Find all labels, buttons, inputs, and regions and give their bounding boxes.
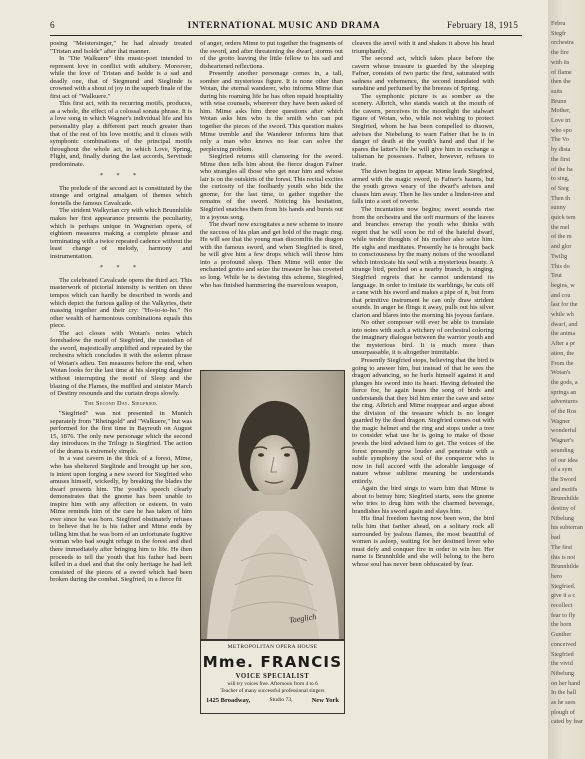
- header-rule: [50, 35, 522, 36]
- advertisement-mme-francis: [200, 640, 345, 714]
- article-column-2: [200, 40, 343, 370]
- paragraph: The second act, which takes place before the cavern whose treasure is guarded by the sleeping Fafner, consists of two parts: the first, saturated with sadness and vehemence, the second inundated with sunshine and perfumed by the breezes of Spring.: [352, 55, 494, 93]
- next-page-text-fragment: give it a c: [551, 592, 576, 600]
- paragraph: The celebrated Cavalcade opens the third act. This masterwork of pictorial intensity is written on three tempos which can hardly be described in words and which depict the furious gallop of the Valkyries, their massing together and their cry: "Ho-io-to-ho." No other wealth of harmonious combinations equals this piece.: [50, 276, 192, 330]
- next-page-text-fragment: fear to fly: [551, 611, 576, 619]
- section-divider: * * *: [100, 265, 142, 272]
- next-page-text-fragment: destiny of: [551, 505, 576, 512]
- paragraph: Presently Siegfried stops, believing that the bird is going to answer him, but instead of that he sees the dragon advancing, so he hurls himself against it and plunges his sword into its heart. Having defeated the fierce foe, he again hears the song of birds and understands that they bid him enter the cave and seize the ring. Albrich and Mime reappear and argue about the division of the treasure which is no longer guarded by the dead dragon. Siegfried comes out with the magic helmet and the ring and stops under a tree to consider what use he is going to make of those jewels the bird advised him to get. The voices of the forest presently grow louder and penetrate with a subtle symphony the soul of the conqueror who is now in full accord with the adorable language of nature whose sublime meaning he understands entirely.: [352, 356, 494, 485]
- ad-line: will try voices free. Afternoon from 4 to 6: [227, 681, 318, 687]
- next-page-text-fragment: Teut: [551, 272, 562, 280]
- next-page-text-fragment: sounding: [551, 446, 574, 454]
- paragraph: The dawn begins to appear. Mime leads Siegfried, armed with the magic sword, to Fafner's haunts, but the youth grows weary of the dwarf's advises and chases him away. Then he lies under a linden-tree and falls into a sort of reverie.: [352, 168, 494, 206]
- publication-title: INTERNATIONAL MUSIC AND DRAMA: [187, 20, 381, 30]
- article-column-3: [352, 40, 494, 752]
- next-page-text-fragment: ation, the: [551, 349, 575, 357]
- next-page-text-fragment: Mother,: [551, 107, 571, 115]
- next-page-text-fragment: as he sees: [551, 699, 576, 706]
- paragraph: This first act, with its recurring motifs, produces, as a whole, the effect of a colossal sonata phrase. It is a love song in which Wagner's individual life and his personality play a different part much greater than that of the rest of his love motifs; and it closes with symphonic combinations of the principal motifs throughout the whole act, in which Love, Spring, Flight, and, finally during the last accords, Servitude predominate.: [50, 100, 192, 168]
- next-page-text-fragment: with its: [551, 58, 570, 66]
- article-column-1: [50, 40, 192, 752]
- next-page-text-fragment: conceived: [551, 640, 577, 648]
- next-page-text-fragment: Nibelung: [551, 514, 575, 522]
- paragraph: of anger, orders Mime to put together the fragments of the sword, and after threatening the dwarf, storms out of the grotto leaving the little fellow to his sad and disheartened reflections.: [200, 40, 343, 70]
- next-page-text-fragment: of the Ros: [551, 408, 577, 415]
- next-page-text-fragment: Gunther: [551, 631, 572, 639]
- next-page-text-fragment: the anima: [551, 330, 576, 338]
- next-page-text-fragment: this is not: [551, 553, 576, 561]
- next-page-text-fragment: by dista: [551, 146, 571, 154]
- next-page-text-fragment: of Sieg: [551, 184, 569, 192]
- paragraph: The dwarf now excogitates a new scheme to insure the success of his plan and get hold of the magic ring. He will see that the young man discomfits the dragon with the famous sword, and when Siegfried is tired, he will give him a few drops which will throw him into a profound sleep. Then Mime will enter the enchanted grotto and seize the treasure he has coveted so long. While he is devising this scheme, Siegfried, who has finished hammering the marvelous weapon,: [200, 221, 343, 289]
- paragraph: Again the bird sings to warn him that Mime is about to betray him; Siegfried starts, sees the gnome who tries to drug him with the charmed beverage, brandishes his sword again and slays him.: [352, 485, 494, 515]
- next-page-text-fragment: quick tem: [551, 214, 576, 221]
- paragraph: The incantation now begins; sweet sounds rise from the orchestra and the soft murmurs of the leaves and branches enwrap the youth who thinks with regret that he will soon be rid of the hateful dwarf, while tender thoughts of his mother also seize him. He sighs and meditates. Presently he is brought back to consciousness by the many noises of the woodland which intoxicate his soul with a mysterious beauty. A strange bird, perched on a nearby branch, is singing. Siegfried regrets that he cannot understand its language. In order to imitate its warblings, he cuts off a cane with his sword and makes a pipe of it, but from that primitive instrument he can only draw strident sounds. In anger he flings it away, pulls out his silver clarion and blares into the morning his joyous fanfare.: [352, 206, 494, 319]
- paragraph: In a vast cavern in the thick of a forest, Mime, who has sheltered Sieglinde and brought up her son, is intent upon forging a new sword for Siegfried who amuses himself, wickedly, by breaking the blades the dwarf presents him. The youth's speech clearly demonstrates that the gnome has been unable to inspire him with any affection or esteem. In vain Mime reminds him of the care he has taken of him ever since he was born. Siegfried obstinately refuses to believe that he is his father and Mime ends by telling him that he was born of an unfortunate fugitive woman who had sought refuge in the forest and died there immediately after bringing him to life. He then proceeds to tell the youth that his father had been killed in a duel and that the only heritage he had left consisted of the pieces of a sword which had been broken during the combat. Siegfried, in a fierce fit: [50, 455, 192, 584]
- next-page-text-fragment: and motifs: [551, 485, 578, 493]
- next-page-text-fragment: Then th: [551, 194, 571, 202]
- next-page-text-fragment: Brunnhilde: [551, 563, 579, 571]
- next-page-text-fragment: hero: [551, 572, 562, 580]
- paragraph: The symphonic picture is as somber as the scenery. Albrich, who stands watch at the mouth of the cavern, perceives in the moonlight the stalwart figure of Wotan, who, while not wishing to protect Siegfried, whom he has been compelled to disown, advises the Niebelung to warn Fafner that he is in danger of death at the youth's hand and that if he spares the latter's life he will give him in exchange a talisman he possesses. Fafner, however, refuses to trade.: [352, 92, 494, 168]
- next-page-text-fragment: This do: [551, 262, 570, 270]
- next-page-text-fragment: begins, w: [551, 281, 575, 289]
- ad-role: VOICE SPECIALIST: [235, 673, 310, 680]
- next-page-text-fragment: plough of: [551, 708, 575, 716]
- next-page-text-fragment: Wagner: [551, 417, 571, 425]
- next-page-text-fragment: After a pr: [551, 340, 576, 348]
- next-page-text-fragment: and cou: [551, 291, 571, 299]
- paragraph: "Siegfried" was not presented in Munich separately from "Rheingold" and "Walkuere," but was performed for the first time in Bayreuth on August 15, 1876. The only new personage which the second day introduces in the Trilogy is Siegfried. The action of the drama is extremely simple.: [50, 410, 192, 455]
- next-page-text-fragment: Nibelung: [551, 669, 575, 677]
- next-page-text-fragment: the vivid: [551, 660, 573, 668]
- next-page-text-fragment: sunny: [551, 204, 566, 212]
- next-page-text-fragment: cated by fear: [551, 718, 583, 726]
- next-page-text-fragment: Siegfried.: [551, 582, 576, 590]
- paragraph: The act closes with Wotan's notes which foreshadow the motif of Siegfried, the custodian of the sword, majestically amplified and repeated by the orchestra which concludes it with the solemn phrase of Wotan's adieu. Ten measures before the end, when Wotan looks for the last time at his sleeping daughter without interrupting the motif of Sleep and the blazing of the Flames, the muffled and sinister March of Destiny resounds and the curtain drops slowly.: [50, 329, 192, 398]
- portrait-photo: [200, 370, 345, 640]
- next-page-text-fragment: In the hall: [551, 689, 577, 697]
- portrait-image: [201, 371, 344, 639]
- next-page-text-fragment: Siegfr: [551, 29, 567, 37]
- next-page-text-fragment: who spo: [551, 126, 572, 134]
- next-page-text-fragment: The first: [551, 543, 573, 551]
- next-page-text-fragment: of the m: [551, 233, 572, 241]
- next-page-text-fragment: bad: [551, 534, 560, 542]
- photographer-signature: Taeglich: [288, 612, 317, 625]
- next-page-text-fragment: springs an: [551, 388, 577, 396]
- ad-city: New York: [311, 697, 339, 704]
- next-page-text-fragment: Brunnhilde: [551, 495, 579, 503]
- paragraph: The prelude of the second act is constituted by the strange and original amalgam of themes which foretells the famous Cavalcade.: [50, 184, 192, 207]
- next-page-text-fragment: while wh: [551, 311, 574, 318]
- running-header: [50, 20, 518, 34]
- next-page-text-fragment: to sing,: [551, 175, 570, 183]
- page-number: 6: [50, 20, 55, 30]
- paragraph: Siegfried returns still clamoring for the sword. Mime then tells him about the fierce dragon Fafner who strangles all those who get near him and whose lair is on the outskirts of the forest. This recital excites the curiosity of the foolhardy youth who bids the gnome, for the last time, to gather together the remains of the sword. Noticing his hesitation, Siegfried snatches them from his hands and bursts out in a joyous song.: [200, 153, 343, 221]
- ad-venue: METROPOLITAN OPERA HOUSE: [227, 644, 318, 650]
- next-page-text-fragment: Siegfried: [551, 650, 574, 658]
- next-page-text-fragment: Febru: [551, 20, 566, 27]
- paragraph: Presently another personage comes in, a tall, somber and mysterious figure. It is none other than Wotan, the eternal wanderer, who informs Mime that during his roaming life he has often repaid hospitality with wise counsels, wherever they have been asked of him. Mime asks him three questions after which Wotan asks him who is the smith who can put together the pieces of the sword. This question makes Mime tremble and the Wanderer informs him that only a man who knows no fear can solve the perplexing problem.: [200, 70, 343, 153]
- issue-date: February 18, 1915: [446, 20, 518, 30]
- next-page-text-fragment: adventures: [551, 398, 578, 406]
- next-page-text-fragment: his subterran: [551, 524, 583, 532]
- paragraph: His final freedom having now been won, the bird tells him that farther ahead, on a solitary rock all surrounded by jealous flames, the most beautiful of women is asleep, waiting for her destined lover who must defy and conquer fire in order to win her. Her name is Brunnhilde and she will belong to the hero whose soul has never been obfuscated by fear.: [352, 515, 494, 568]
- next-page-text-fragment: of the ha: [551, 165, 573, 173]
- paragraph: No other composer will ever be able to translate into notes with such a witchery of orchestral coloring the imaginary dialogue between the warrior youth and the mysterious bird. It is much more than unsurpassable, it is altogether inimitable.: [352, 319, 494, 357]
- next-page-text-fragment: and glor: [551, 243, 572, 251]
- paragraph: In "Die Walkuere" this music-poet intended to represent love in conflict with adultery. Moreover, while the love of Tristan and Isolde is a sad and deadly one, that of Siegmund and Sieglinde is crowned with a shout of joy in the superb finale of the first act of "Walkuere.": [50, 55, 192, 100]
- paragraph: The strident Walkyrian cry with which Brunnhilde makes her first appearance presents the peculiarity, which is perhaps unique in Wagnerian opera, of eighteen measures making a complete phrase and terminating with a twice repeated cadence without the least change of melody, harmony and instrumentation.: [50, 207, 192, 260]
- next-page-text-fragment: recollect: [551, 602, 573, 609]
- next-page-text-fragment: Wagner's: [551, 437, 574, 445]
- ad-name: Mme. FRANCIS: [202, 653, 343, 671]
- next-page-text-fragment: dwarf, and: [551, 320, 578, 328]
- next-page-text-fragment: suits: [551, 87, 563, 95]
- paragraph: cleaves the anvil with it and shakes it above his head triumphantly.: [352, 40, 494, 55]
- next-page-text-fragment: the gods, a: [551, 378, 578, 386]
- next-page-text-fragment: the mel: [551, 223, 570, 231]
- paragraph: posing "Meistersinger," he had already treated "Tristan and Isolde" after that manner.: [50, 40, 192, 55]
- ad-address: [201, 697, 344, 704]
- ad-line: Teacher of many successful professional singers: [220, 688, 325, 694]
- next-page-text-fragment: the horn: [551, 621, 572, 629]
- next-page-text-fragment: the Sword: [551, 475, 577, 483]
- next-page-text-fragment: Love tri: [551, 117, 571, 124]
- next-page-text-fragment: of flame: [551, 68, 572, 76]
- next-page-text-fragment: Wotan's: [551, 369, 571, 377]
- next-page-text-fragment: the first: [551, 155, 571, 163]
- next-page-text-fragment: of a sym: [551, 466, 573, 474]
- next-page-text-fragment: Brunn: [551, 97, 567, 105]
- next-page-text-fragment: From the: [551, 359, 574, 367]
- next-page-text-fragment: last for the: [551, 301, 578, 309]
- next-page-text-fragment: Twilig: [551, 252, 568, 260]
- next-page-text-fragment: wonderful: [551, 427, 577, 435]
- next-page-text-fragment: then the: [551, 78, 571, 86]
- ad-studio: Studio 73,: [269, 697, 293, 703]
- next-page-text-fragment: of our idea: [551, 456, 578, 464]
- ad-street: 1425 Broadway,: [206, 697, 251, 704]
- section-divider: * * *: [100, 173, 142, 180]
- next-page-text-fragment: on her hand: [551, 679, 581, 687]
- next-page-text-fragment: The Vo: [551, 136, 569, 144]
- next-page-edge: [548, 0, 585, 759]
- section-subheading: The Second Day. Siegfried.: [84, 399, 158, 407]
- next-page-text-fragment: orchestra: [551, 39, 574, 47]
- next-page-text-fragment: the fire: [551, 49, 569, 57]
